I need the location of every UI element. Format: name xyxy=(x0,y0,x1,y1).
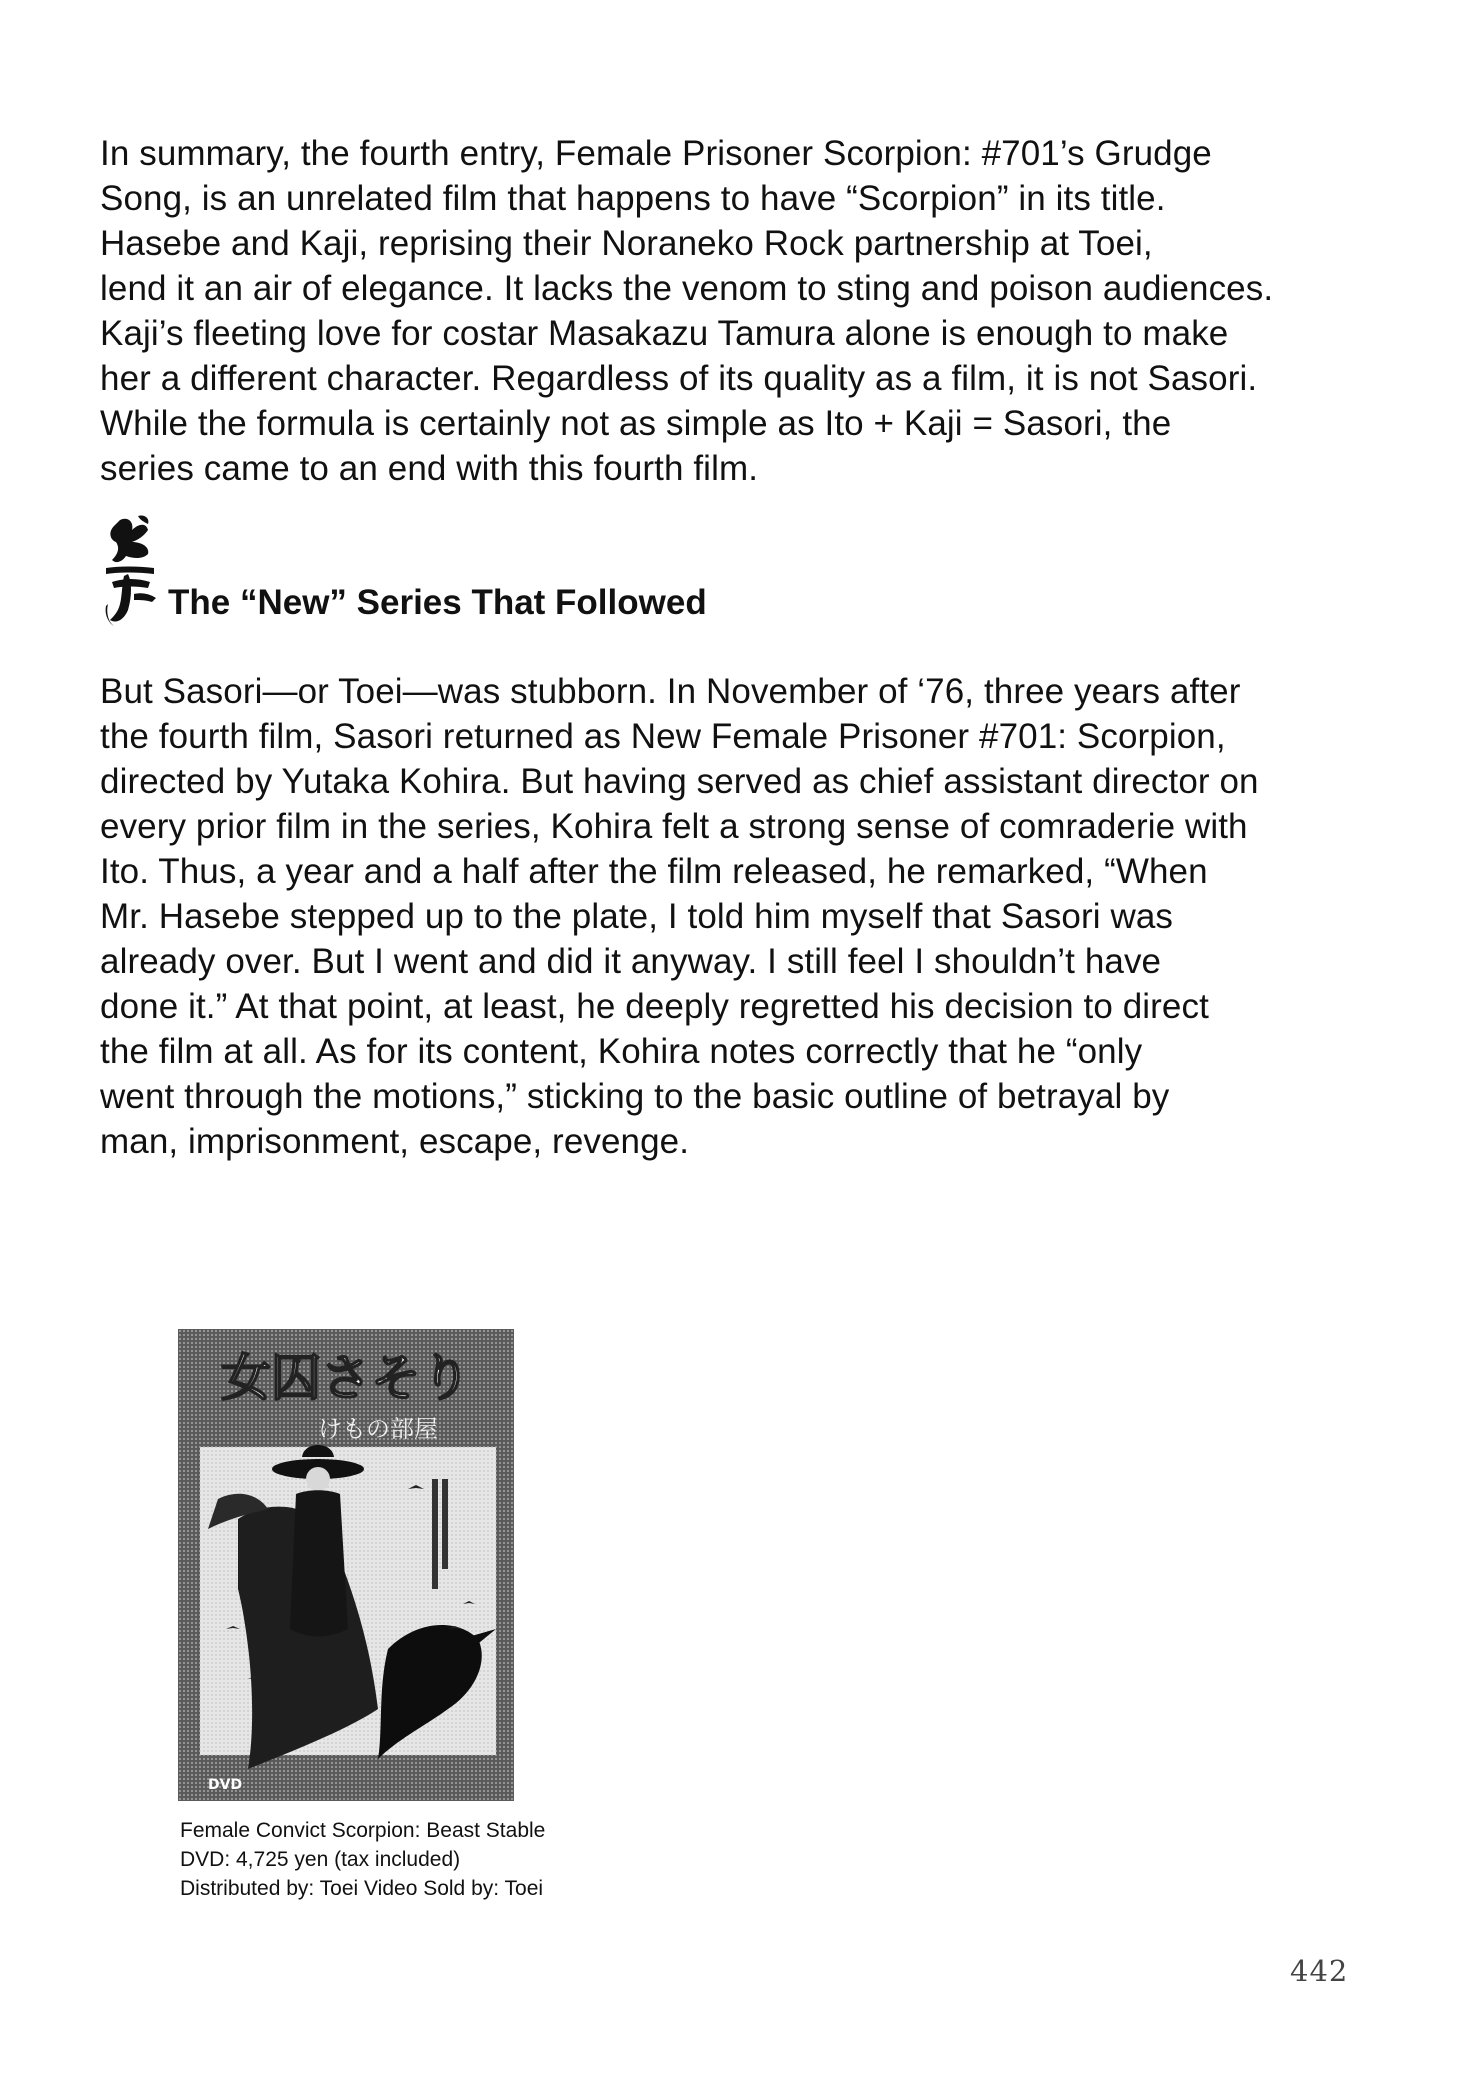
caption-line: Distributed by: Toei Video Sold by: Toei xyxy=(180,1877,544,1900)
text-line: the film at all. As for its content, Kohira notes correctly that he “only xyxy=(100,1032,1143,1071)
text-line: her a different character. Regardless of its quality as a film, it is not Sasori. xyxy=(100,359,1258,398)
text-line: lend it an air of elegance. It lacks the venom to sting and poison audiences. xyxy=(100,269,1274,308)
dvd-cover-image xyxy=(178,1329,514,1801)
text-line: went through the motions,” sticking to the basic outline of betrayal by xyxy=(100,1077,1170,1116)
text-line: done it.” At that point, at least, he deeply regretted his decision to direct xyxy=(100,987,1209,1026)
text-line: But Sasori—or Toei—was stubborn. In November of ‘76, three years after xyxy=(100,672,1241,711)
text-line: already over. But I went and did it anyway. I still feel I shouldn’t have xyxy=(100,942,1162,981)
text-line: Song, is an unrelated film that happens to have “Scorpion” in its title. xyxy=(100,179,1166,218)
paragraph-summary xyxy=(100,131,1430,491)
dvd-cover-art xyxy=(178,1329,514,1801)
text-line: Kaji’s fleeting love for costar Masakazu Tamura alone is enough to make xyxy=(100,314,1229,353)
calligraphy-emblem-icon xyxy=(98,512,164,630)
caption-line: Female Convict Scorpion: Beast Stable xyxy=(180,1819,546,1842)
page-number: 442 xyxy=(1290,1954,1349,1988)
section-heading xyxy=(98,512,998,632)
section-heading-text: The “New” Series That Followed xyxy=(168,583,707,622)
text-line: While the formula is certainly not as simple as Ito + Kaji = Sasori, the xyxy=(100,404,1172,443)
text-line: Mr. Hasebe stepped up to the plate, I told him myself that Sasori was xyxy=(100,897,1173,936)
text-line: Ito. Thus, a year and a half after the film released, he remarked, “When xyxy=(100,852,1208,891)
text-line: In summary, the fourth entry, Female Prisoner Scorpion: #701’s Grudge xyxy=(100,134,1212,173)
poster-dvd-badge: DVD xyxy=(208,1777,243,1793)
text-line: every prior film in the series, Kohira felt a strong sense of comraderie with xyxy=(100,807,1248,846)
paragraph-new-series xyxy=(100,669,1430,1164)
figure-caption xyxy=(180,1816,545,1903)
poster-subtitle-glyphs: けもの部屋 xyxy=(318,1415,438,1443)
text-line: man, imprisonment, escape, revenge. xyxy=(100,1122,690,1161)
text-line: Hasebe and Kaji, reprising their Noraneko Rock partnership at Toei, xyxy=(100,224,1153,263)
text-line: series came to an end with this fourth film. xyxy=(100,449,759,488)
poster-title-glyphs: 女囚さそり xyxy=(221,1348,471,1407)
text-line: directed by Yutaka Kohira. But having served as chief assistant director on xyxy=(100,762,1259,801)
caption-line: DVD: 4,725 yen (tax included) xyxy=(180,1848,461,1871)
text-line: the fourth film, Sasori returned as New Female Prisoner #701: Scorpion, xyxy=(100,717,1226,756)
